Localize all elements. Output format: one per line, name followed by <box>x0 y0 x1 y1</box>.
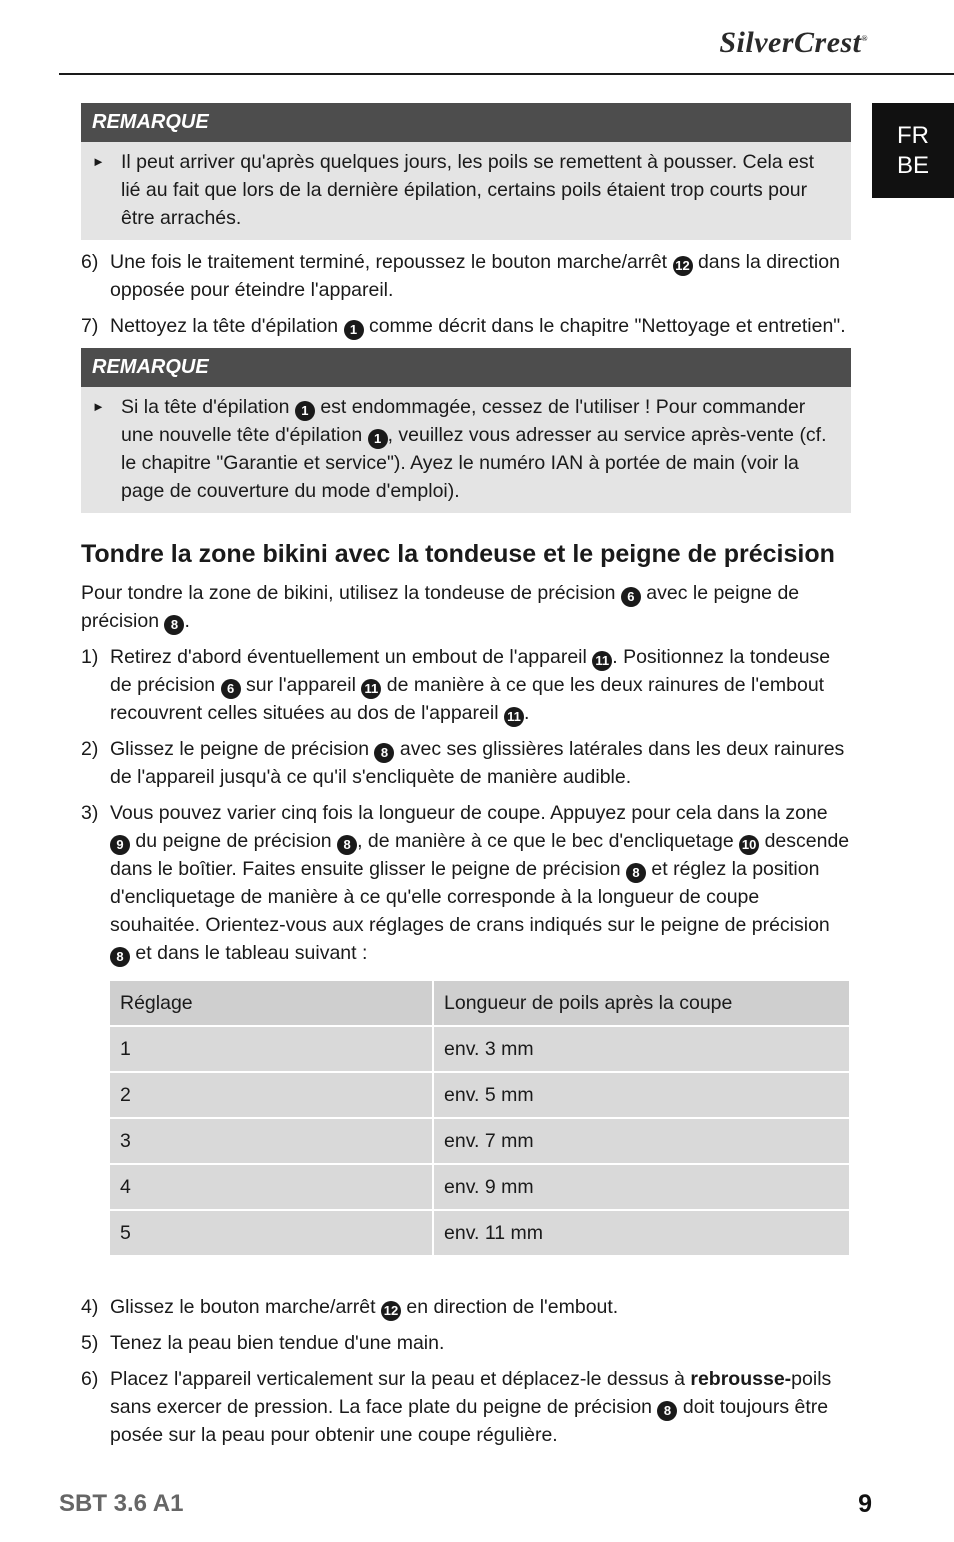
table-row <box>110 1027 849 1071</box>
header-rule <box>59 73 954 75</box>
table-cell: 5 <box>110 1211 432 1255</box>
step-text: Glissez le bouton marche/arrêt 12 en direction de l'embout. <box>110 1293 851 1321</box>
note-text: Si la tête d'épilation 1 est endommagée, cessez de l'utiliser ! Pour commander une nouvelle tête d'épilation 1 , veuillez vous adresser au service après-vente (cf. le chapitre "Garantie et service"). Ayez le numéro IAN à portée de main (voir la page de couverture du mode d'emploi). <box>121 396 827 502</box>
step-item <box>81 1329 851 1357</box>
step-item <box>81 1293 851 1321</box>
table-cell: env. 5 mm <box>434 1073 849 1117</box>
table-row <box>110 1119 849 1163</box>
brand-logo <box>719 26 868 60</box>
table-header-cell: Longueur de poils après la coupe <box>434 981 849 1025</box>
callout-badge: 8 <box>657 1401 677 1421</box>
callout-badge: 6 <box>221 679 241 699</box>
page-number: 9 <box>858 1490 872 1518</box>
note-box <box>81 103 851 240</box>
step-item <box>81 735 851 791</box>
callout-badge: 1 <box>344 320 364 340</box>
note-box <box>81 348 851 513</box>
step-text: Placez l'appareil verticalement sur la peau et déplacez-le dessus à rebrousse-poils sans exercer de pression. La face plate du peigne de précision 8 doit toujours être posée sur la peau pour obtenir une coupe régulière. <box>110 1368 832 1446</box>
table-cell: 2 <box>110 1073 432 1117</box>
step-text: Tenez la peau bien tendue d'une main. <box>110 1332 445 1354</box>
step-text: Nettoyez la tête d'épilation 1 comme décrit dans le chapitre "Nettoyage et entretien". <box>110 312 851 340</box>
step-number: 5) <box>81 1332 99 1354</box>
table-cell: 1 <box>110 1027 432 1071</box>
step-text: Une fois le traitement terminé, repoussez le bouton marche/arrêt 12 dans la direction opposée pour éteindre l'appareil. <box>110 251 840 301</box>
table-header-row <box>110 981 849 1025</box>
arrow-icon: ► <box>92 399 105 414</box>
arrow-icon: ► <box>92 154 105 169</box>
step-number: 2) <box>81 738 99 760</box>
callout-badge: 1 <box>295 401 315 421</box>
lang-be: BE <box>896 151 929 179</box>
step-number: 4) <box>81 1296 99 1318</box>
table-header-cell: Réglage <box>110 981 432 1025</box>
callout-badge: 8 <box>626 863 646 883</box>
table-cell: env. 3 mm <box>434 1027 849 1071</box>
section-title: Tondre la zone bikini avec la tondeuse et le peigne de précision <box>81 540 835 568</box>
callout-badge: 12 <box>673 256 693 276</box>
step-item <box>81 643 851 727</box>
callout-badge: 9 <box>110 835 130 855</box>
section-intro: Pour tondre la zone de bikini, utilisez la tondeuse de précision 6 avec le peigne de précision 8 . <box>81 579 851 635</box>
callout-badge: 8 <box>337 835 357 855</box>
callout-badge: 11 <box>592 651 612 671</box>
table-row <box>110 1165 849 1209</box>
step-item <box>81 1365 851 1449</box>
callout-badge: 1 <box>368 429 388 449</box>
step-text: Retirez d'abord éventuellement un embout de l'appareil 11 . Positionnez la tondeuse de précision 6 sur l'appareil 11 de manière à ce que les deux rainures de l'embout recouvrent celles situées au dos de l'appareil 11 . <box>110 643 851 727</box>
table-cell: 4 <box>110 1165 432 1209</box>
callout-badge: 11 <box>361 679 381 699</box>
table-cell: env. 11 mm <box>434 1211 849 1255</box>
callout-badge: 8 <box>374 743 394 763</box>
table-cell: env. 7 mm <box>434 1119 849 1163</box>
step-number: 6) <box>81 251 99 273</box>
table-cell: 3 <box>110 1119 432 1163</box>
note-text: Il peut arriver qu'après quelques jours, les poils se remettent à pousser. Cela est lié au fait que lors de la dernière épilation, certains poils étaient trop courts pour être arrachés. <box>121 151 815 229</box>
callout-badge: 8 <box>110 947 130 967</box>
table-row <box>110 1211 849 1255</box>
note-title: REMARQUE <box>81 348 851 387</box>
note-title: REMARQUE <box>81 103 851 142</box>
step-item <box>81 799 851 967</box>
step-item <box>81 312 851 340</box>
table-row <box>110 1073 849 1117</box>
cut-length-table <box>108 979 851 1257</box>
callout-badge: 11 <box>504 707 524 727</box>
language-tab <box>872 103 954 198</box>
step-item <box>81 248 851 304</box>
page-content <box>81 103 851 1457</box>
callout-badge: 6 <box>621 587 641 607</box>
table-cell: env. 9 mm <box>434 1165 849 1209</box>
step-number: 1) <box>81 646 99 668</box>
lang-fr: FR <box>897 121 929 149</box>
step-number: 6) <box>81 1368 99 1390</box>
callout-badge: 8 <box>164 615 184 635</box>
callout-badge: 12 <box>381 1301 401 1321</box>
brand-name: SilverCrest <box>719 26 862 59</box>
registered-mark: ® <box>861 34 868 43</box>
step-text: Vous pouvez varier cinq fois la longueur de coupe. Appuyez pour cela dans la zone 9 du peigne de précision 8 , de manière à ce que le bec d'encliquetage 10 descende dans le boîtier. Faites ensuite glisser le peigne de précision 8 et réglez la position d'encliquetage de manière à ce qu'elle corresponde à la longueur de coupe souhaitée. Orientez-vous aux réglages de crans indiqués sur le peigne de précision 8 et dans le tableau suivant : <box>110 799 851 967</box>
step-number: 7) <box>81 315 99 337</box>
step-number: 3) <box>81 802 99 824</box>
callout-badge: 10 <box>739 835 759 855</box>
step-text: Glissez le peigne de précision 8 avec ses glissières latérales dans les deux rainures de l'appareil jusqu'à ce qu'il s'encliquète de manière audible. <box>110 738 845 788</box>
footer-model: SBT 3.6 A1 <box>59 1490 184 1517</box>
